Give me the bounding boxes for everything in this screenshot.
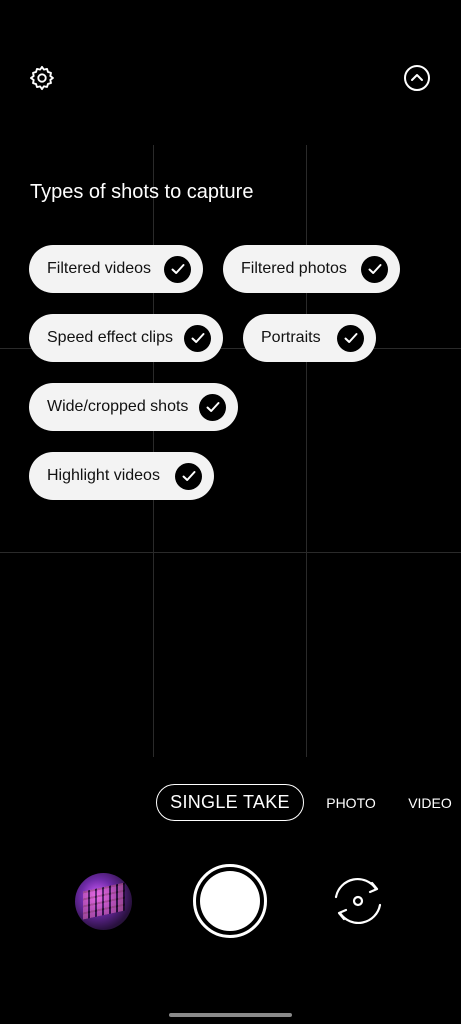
option-highlight-videos[interactable] xyxy=(29,452,214,500)
option-label: Highlight videos xyxy=(47,467,160,484)
camera-switch-button[interactable] xyxy=(328,873,388,929)
mode-video[interactable]: VIDEO xyxy=(408,794,452,811)
chevron-up-circle-icon xyxy=(403,64,431,92)
option-wide-cropped-shots[interactable] xyxy=(29,383,238,431)
checkmark-icon xyxy=(175,463,202,490)
checkmark-icon xyxy=(199,394,226,421)
checkmark-icon xyxy=(337,325,364,352)
grid-line-vertical-2 xyxy=(306,145,307,757)
keyboard-image xyxy=(83,883,125,920)
panel-title: Types of shots to capture xyxy=(30,181,254,203)
collapse-button[interactable] xyxy=(401,62,433,94)
shutter-inner xyxy=(200,871,260,931)
option-portraits[interactable] xyxy=(243,314,376,362)
checkmark-icon xyxy=(184,325,211,352)
mode-single-take[interactable]: SINGLE TAKE xyxy=(156,784,304,821)
option-speed-effect-clips[interactable] xyxy=(29,314,223,362)
option-label: Filtered photos xyxy=(241,260,347,277)
checkmark-icon xyxy=(361,256,388,283)
option-label: Speed effect clips xyxy=(47,329,174,346)
checkmark-icon xyxy=(164,256,191,283)
option-label: Portraits xyxy=(261,329,321,346)
option-label: Wide/cropped shots xyxy=(47,398,189,415)
option-filtered-photos[interactable] xyxy=(223,245,400,293)
gear-icon xyxy=(28,64,56,92)
shutter-button[interactable] xyxy=(193,864,267,938)
option-filtered-videos[interactable] xyxy=(29,245,203,293)
home-indicator[interactable] xyxy=(169,1013,292,1017)
option-label: Filtered videos xyxy=(47,260,152,277)
mode-photo[interactable]: PHOTO xyxy=(326,794,376,811)
settings-button[interactable] xyxy=(26,62,58,94)
grid-line-vertical-1 xyxy=(153,145,154,757)
grid-line-horizontal-2 xyxy=(0,552,461,553)
camera-switch-icon xyxy=(328,873,388,929)
gallery-thumbnail[interactable] xyxy=(75,873,132,930)
